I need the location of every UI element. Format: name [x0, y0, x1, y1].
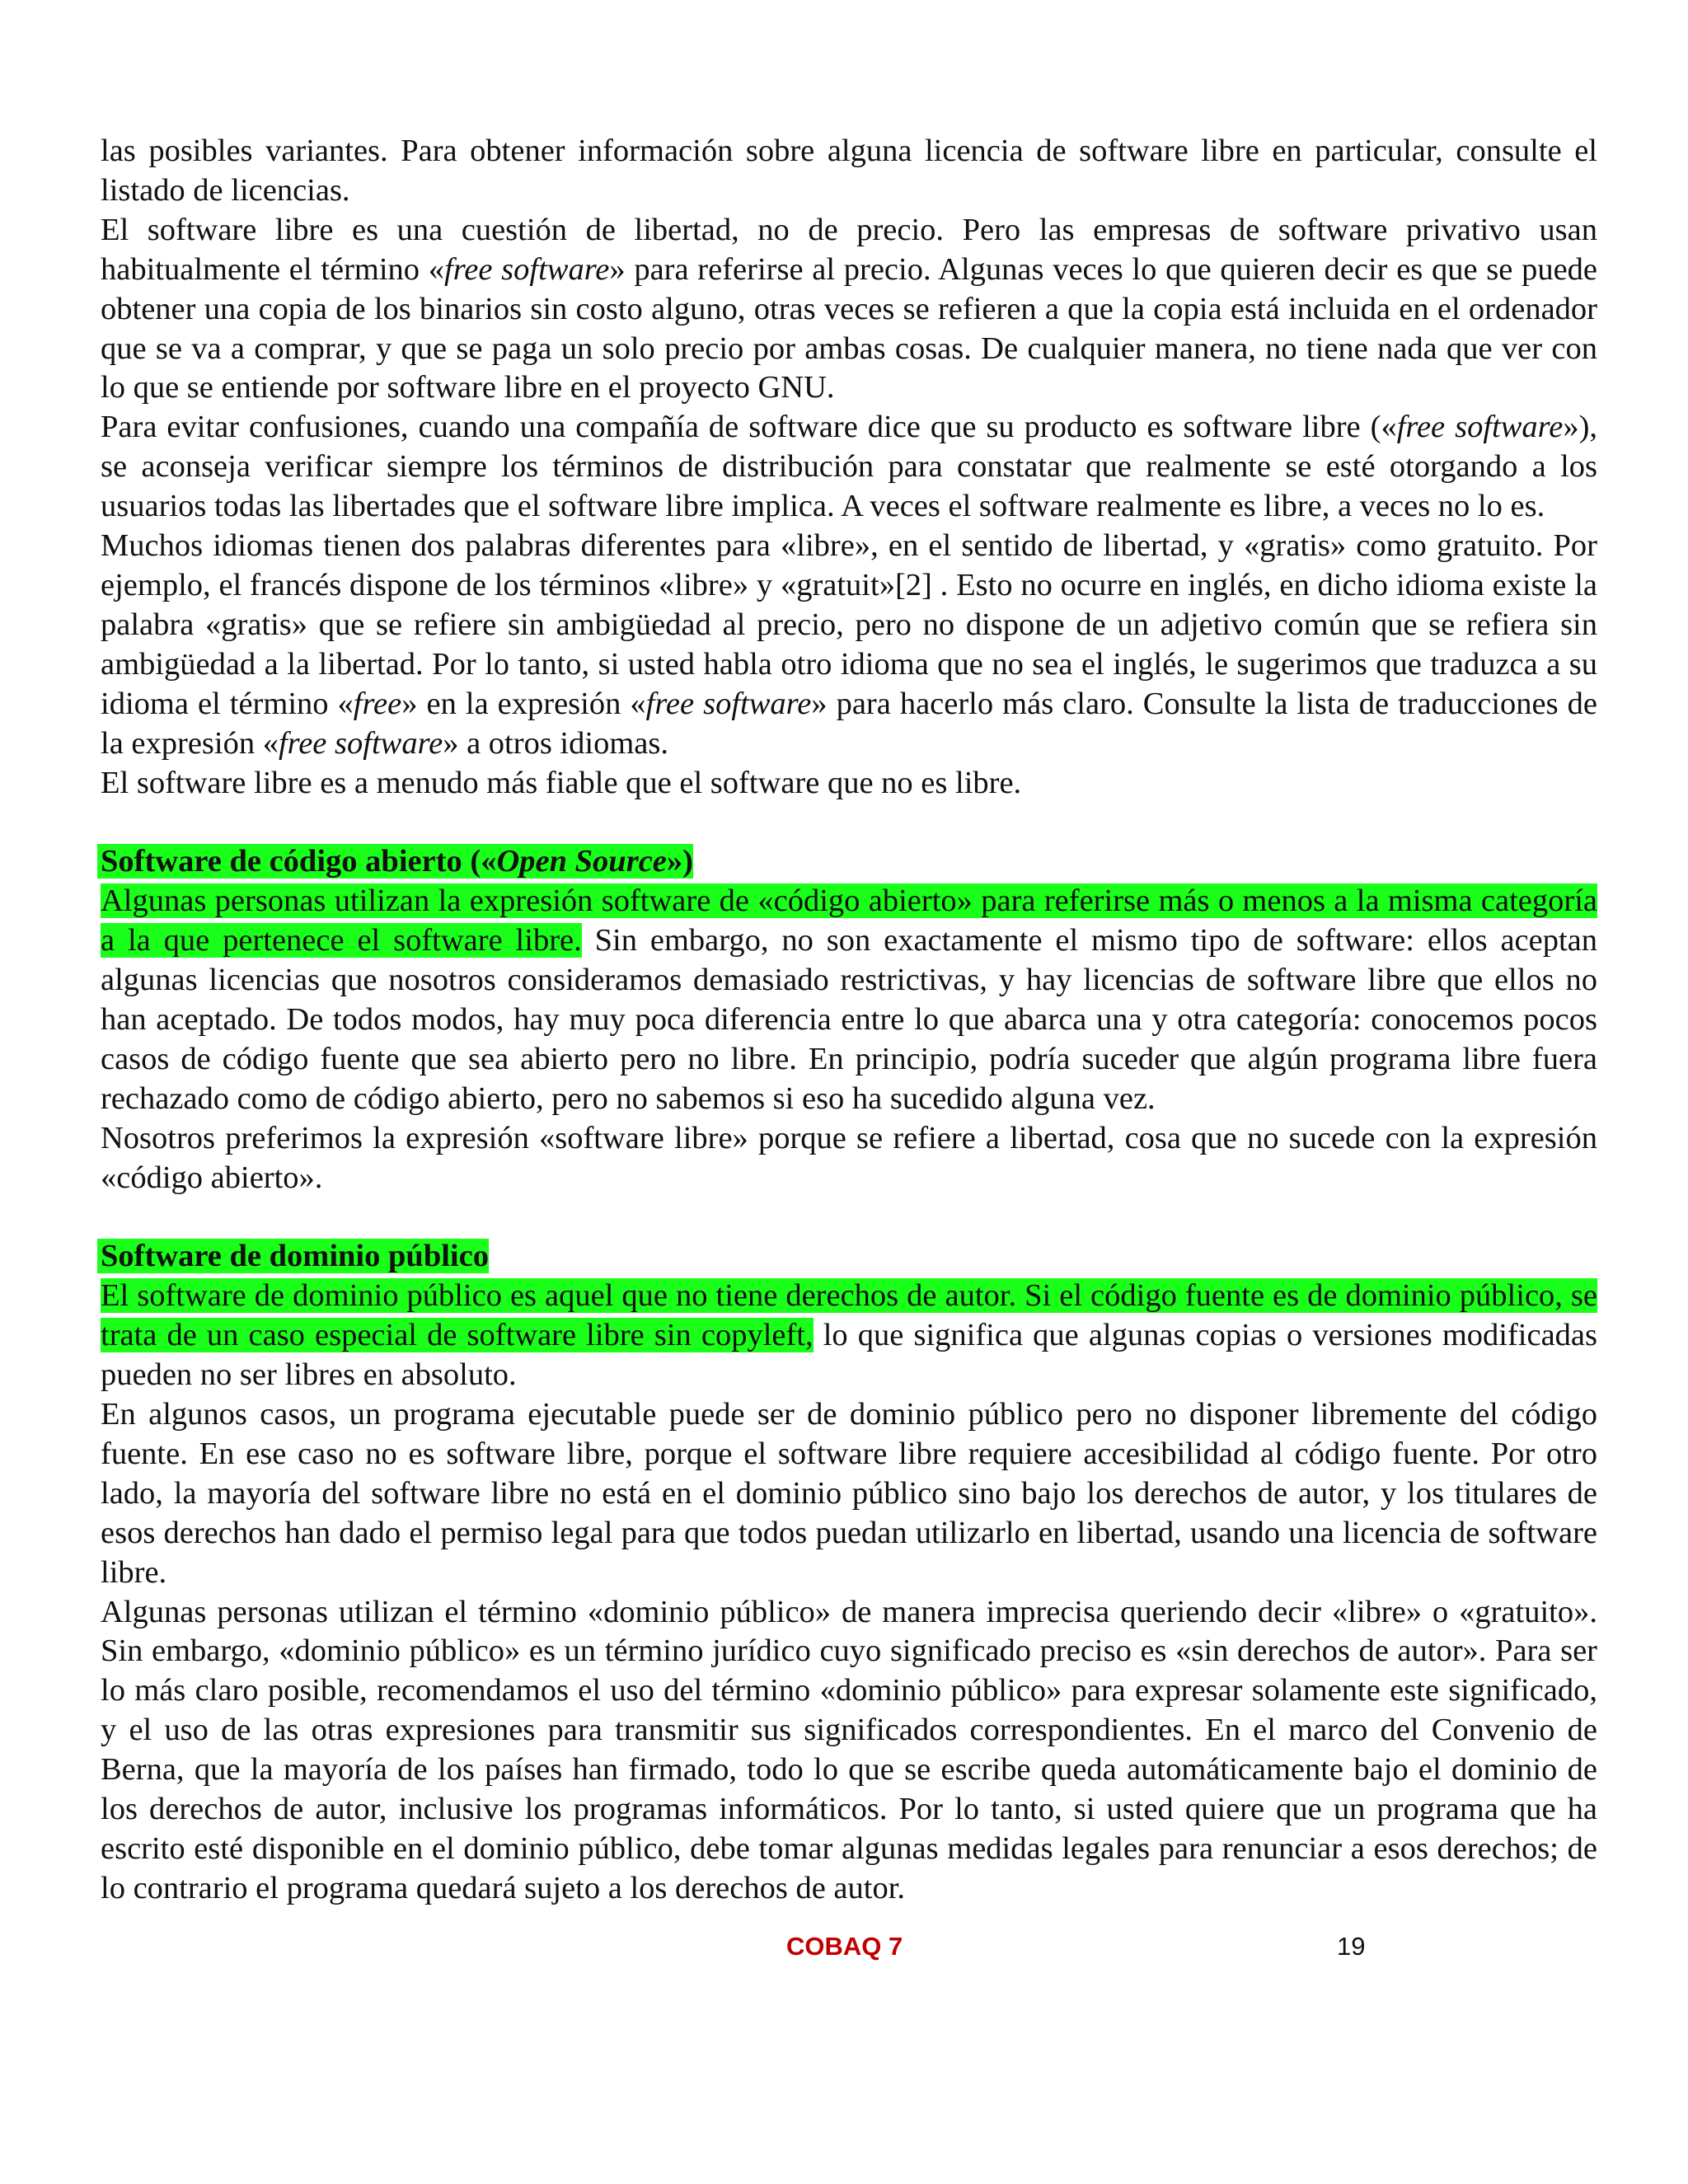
paragraph-text: » en la expresión « — [401, 686, 646, 721]
paragraph-open-source-definition — [101, 882, 1597, 1118]
paragraph-text: En algunos casos, un programa ejecutable puede ser de dominio público pero no disponer libremente del código fuente. En ese caso no es software libre, porque el software libre requiere accesibilidad al código fuente. Por otro lado, la mayoría del software libre no está en el dominio público sino bajo los derechos de autor, y los titulares de esos derechos han dado el permiso legal para que todos puedan utilizarlo en libertad, usando una licencia de software libre. — [101, 1396, 1597, 1590]
paragraph-text: Algunas personas utilizan el término «dominio público» de manera imprecisa queriendo decir «libre» o «gratuito». Sin embargo, «dominio público» es un término jurídico cuyo significado preciso es «sin derechos de autor». Para ser lo más claro posible, recomendamos el uso del término «dominio público» para expresar solamente este significado, y el uso de las otras expresiones para transmitir sus significados correspondientes. En el marco del Convenio de Berna, que la mayoría de los países han firmado, todo lo que se escribe queda automáticamente bajo el dominio de los derechos de autor, inclusive los programas informáticos. Por lo tanto, si usted quiere que un programa que ha escrito esté disponible en el dominio público, debe tomar algunas medidas legales para renunciar a esos derechos; de lo contrario el programa quedará sujeto a los derechos de autor. — [101, 1594, 1597, 1905]
highlighted-text: El software de dominio público es aquel que no tiene derechos de autor. Si el código fuente es de dominio público, se trata de un caso especial de software libre sin copyleft, — [101, 1278, 1597, 1353]
paragraph-public-domain-definition — [101, 1277, 1597, 1395]
paragraph-text: » para referirse al precio. Algunas veces lo que quieren decir es que se puede obtener una copia de los binarios sin costo alguno, otras veces se refieren a que la copia está incluida en el ordenador que se va a comprar, y que se paga un solo precio por ambas cosas. De cualquier manera, no tiene nada que ver con lo que se entiende por software libre en el proyecto GNU. — [101, 251, 1597, 405]
heading-text: Software de código abierto (« — [101, 844, 497, 879]
page-footer — [0, 1932, 1688, 1965]
document-body — [101, 132, 1597, 1909]
paragraph-avoid-confusion — [101, 408, 1597, 527]
heading-public-domain — [97, 1237, 1597, 1277]
italic-term: Open Source — [496, 844, 667, 879]
paragraph-languages — [101, 527, 1597, 763]
heading-text: ») — [666, 844, 693, 879]
italic-term: free software — [444, 251, 610, 287]
footer-title: COBAQ 7 — [786, 1932, 903, 1961]
page-number: 19 — [1337, 1932, 1366, 1961]
italic-term: free — [353, 686, 402, 721]
paragraph-text: Sin embargo, no son exactamente el mismo tipo de software: ellos aceptan algunas licencias que nosotros consideramos demasiado restrictivas, y hay licencias de software libre que ellos no han aceptado. De todos modos, hay muy poca diferencia entre lo que abarca una y otra categoría: conocemos pocos casos de código fuente que sea abierto pero no libre. En principio, podría suceder que algún programa libre fuera rechazado como de código abierto, pero no sabemos si eso ha sucedido alguna vez. — [101, 923, 1597, 1116]
italic-term: free software — [645, 686, 812, 721]
paragraph-text: »), se aconseja verificar siempre los términos de distribución para constatar que realmente se esté otorgando a los usuarios todas las libertades que el software libre implica. A veces el software realmente es libre, a veces no lo es. — [101, 410, 1598, 524]
paragraph-text: El software libre es a menudo más fiable que el software que no es libre. — [101, 765, 1022, 800]
paragraph-spacer — [101, 803, 1597, 842]
paragraph-text: Para evitar confusiones, cuando una compañía de software dice que su producto es software libre (« — [101, 410, 1397, 445]
italic-term: free software — [278, 725, 443, 761]
paragraph-text: » a otros idiomas. — [443, 725, 668, 761]
heading-open-source — [97, 842, 1597, 882]
paragraph-spacer — [101, 1197, 1597, 1237]
paragraph-reliability — [101, 764, 1597, 804]
heading-text: Software de dominio público — [97, 1239, 489, 1273]
paragraph-text: Nosotros preferimos la expresión «software libre» porque se refiere a libertad, cosa que no sucede con la expresión «código abierto». — [101, 1120, 1597, 1195]
paragraph-freedom-not-price — [101, 211, 1597, 409]
paragraph-text: El software libre es una cuestión de libertad, no de precio. Pero las empresas de software privativo usan habitualmente el término « — [101, 212, 1597, 287]
paragraph-license-variants — [101, 132, 1597, 211]
paragraph-imprecise-usage — [101, 1593, 1597, 1909]
paragraph-text: Muchos idiomas tienen dos palabras diferentes para «libre», en el sentido de libertad, y «gratis» como gratuito. Por ejemplo, el francés dispone de los términos «libre» y «gratuit»[2] . Esto no ocurre en inglés, en dicho idioma existe la palabra «gratis» que se refiere sin ambigüedad al precio, pero no dispone de un adjetivo común que se refiera sin ambigüedad a la libertad. Por lo tanto, si usted habla otro idioma que no sea el inglés, le sugerimos que traduzca a su idioma el término « — [101, 528, 1597, 721]
paragraph-text: lo que significa que algunas copias o versiones modificadas pueden no ser libres en absoluto. — [101, 1318, 1597, 1393]
highlighted-text: Algunas personas utilizan la expresión software de «código abierto» para referirse más o menos a la misma categoría a la que pertenece el software libre. — [101, 883, 1597, 958]
paragraph-executable-cases — [101, 1395, 1597, 1593]
paragraph-preference — [101, 1119, 1597, 1198]
italic-term: free software — [1396, 410, 1564, 445]
paragraph-text: » para hacerlo más claro. Consulte la lista de traducciones de la expresión « — [101, 686, 1597, 761]
paragraph-text: las posibles variantes. Para obtener información sobre alguna licencia de software libre en particular, consulte el listado de licencias. — [101, 134, 1597, 208]
